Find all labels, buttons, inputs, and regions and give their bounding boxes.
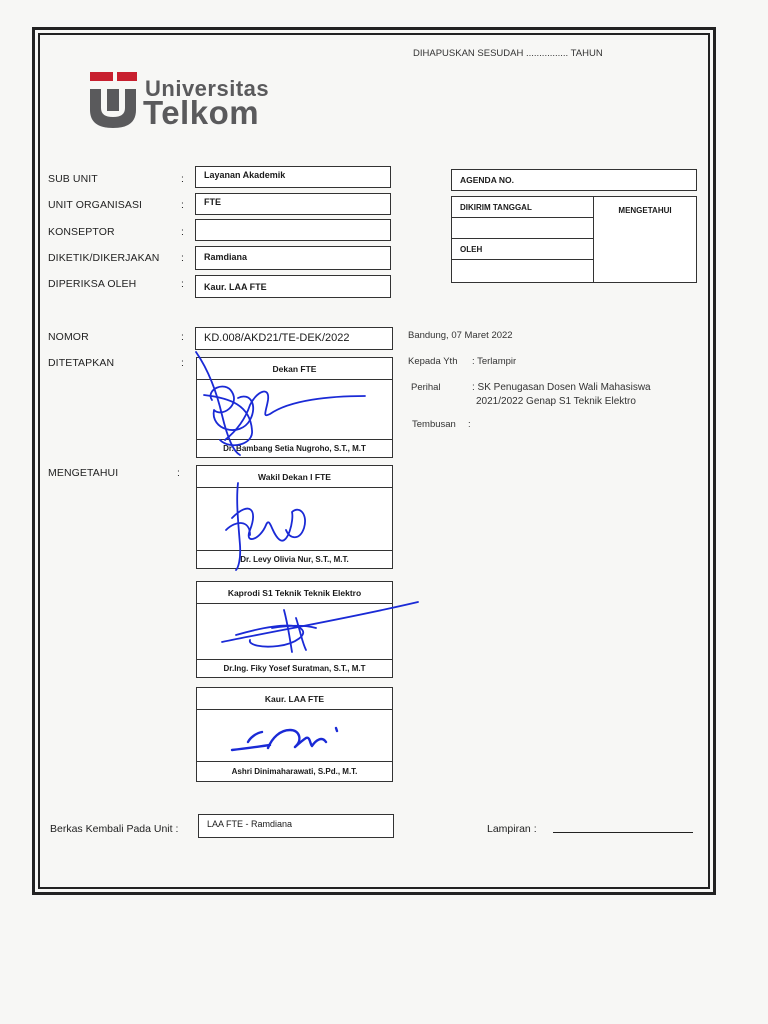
oleh-label: OLEH <box>452 239 594 260</box>
signature-stroke-kaprodi <box>222 602 418 642</box>
tembusan-label: Tembusan <box>412 419 456 430</box>
perihal-line2: 2021/2022 Genap S1 Teknik Elektro <box>476 396 636 407</box>
signature-stroke-wakil <box>232 509 305 541</box>
mengetahui-header: MENGETAHUI <box>618 206 672 215</box>
signature-title: Dekan FTE <box>197 358 392 380</box>
colon: : <box>181 331 184 343</box>
destroy-note: DIHAPUSKAN SESUDAH ................ TAHUN <box>413 48 603 59</box>
kepada-label: Kepada Yth <box>408 356 458 367</box>
berkas-value: LAA FTE - Ramdiana <box>198 814 394 838</box>
logo-text-universitas: Universitas <box>145 76 270 101</box>
signature-name: Dr.Ing. Fiky Yosef Suratman, S.T., M.T <box>197 659 392 677</box>
signature-title: Wakil Dekan I FTE <box>197 466 392 488</box>
perihal-label: Perihal <box>411 382 441 393</box>
lampiran-label: Lampiran : <box>487 823 537 835</box>
signature-title: Kaur. LAA FTE <box>197 688 392 710</box>
kepada-value: : Terlampir <box>472 356 517 367</box>
field-label-diketik: DIKETIK/DIKERJAKAN <box>48 252 160 264</box>
field-label-konseptor: KONSEPTOR <box>48 226 115 238</box>
nomor-value: KD.008/AKD21/TE-DEK/2022 <box>195 327 393 350</box>
perihal-line1: : SK Penugasan Dosen Wali Mahasiswa <box>472 382 651 393</box>
logo-text-telkom: Telkom <box>143 94 260 131</box>
colon: : <box>177 467 180 479</box>
tembusan-value: : <box>468 419 471 430</box>
field-label-sub-unit: SUB UNIT <box>48 173 98 185</box>
signature-title: Kaprodi S1 Teknik Teknik Elektro <box>197 582 392 604</box>
ditetapkan-label: DITETAPKAN <box>48 357 115 369</box>
mengetahui-label: MENGETAHUI <box>48 467 119 479</box>
colon: : <box>181 357 184 369</box>
signature-stroke-dekan <box>211 387 254 431</box>
berkas-label: Berkas Kembali Pada Unit : <box>50 823 179 835</box>
field-label-unit-organisasi: UNIT ORGANISASI <box>48 199 143 211</box>
colon: : <box>181 278 184 290</box>
place-date: Bandung, 07 Maret 2022 <box>408 330 513 341</box>
nomor-label: NOMOR <box>48 331 89 343</box>
signature-stroke-kaur <box>232 745 270 750</box>
dikirim-tanggal-header: DIKIRIM TANGGAL <box>452 197 594 218</box>
agenda-no-box: AGENDA NO. <box>451 169 697 191</box>
signature-name: Ashri Dinimaharawati, S.Pd., M.T. <box>197 761 392 781</box>
field-value-diketik: Ramdiana <box>195 246 391 270</box>
signature-name: Dr. Bambang Setia Nugroho, S.T., M.T <box>197 439 392 457</box>
field-value-diperiksa: Kaur. LAA FTE <box>195 275 391 298</box>
signature-name: Dr. Levy Olivia Nur, S.T., M.T. <box>197 550 392 568</box>
colon: : <box>181 199 184 211</box>
field-value-unit-organisasi: FTE <box>195 193 391 215</box>
field-value-sub-unit: Layanan Akademik <box>195 166 391 188</box>
colon: : <box>181 173 184 185</box>
signature-stroke-kaur <box>336 728 337 731</box>
colon: : <box>181 252 184 264</box>
signature-stroke-wakil <box>236 483 240 570</box>
colon: : <box>181 226 184 238</box>
field-label-diperiksa: DIPERIKSA OLEH <box>48 278 137 290</box>
signature-stroke-dekan <box>225 392 365 440</box>
lampiran-line <box>553 832 693 833</box>
